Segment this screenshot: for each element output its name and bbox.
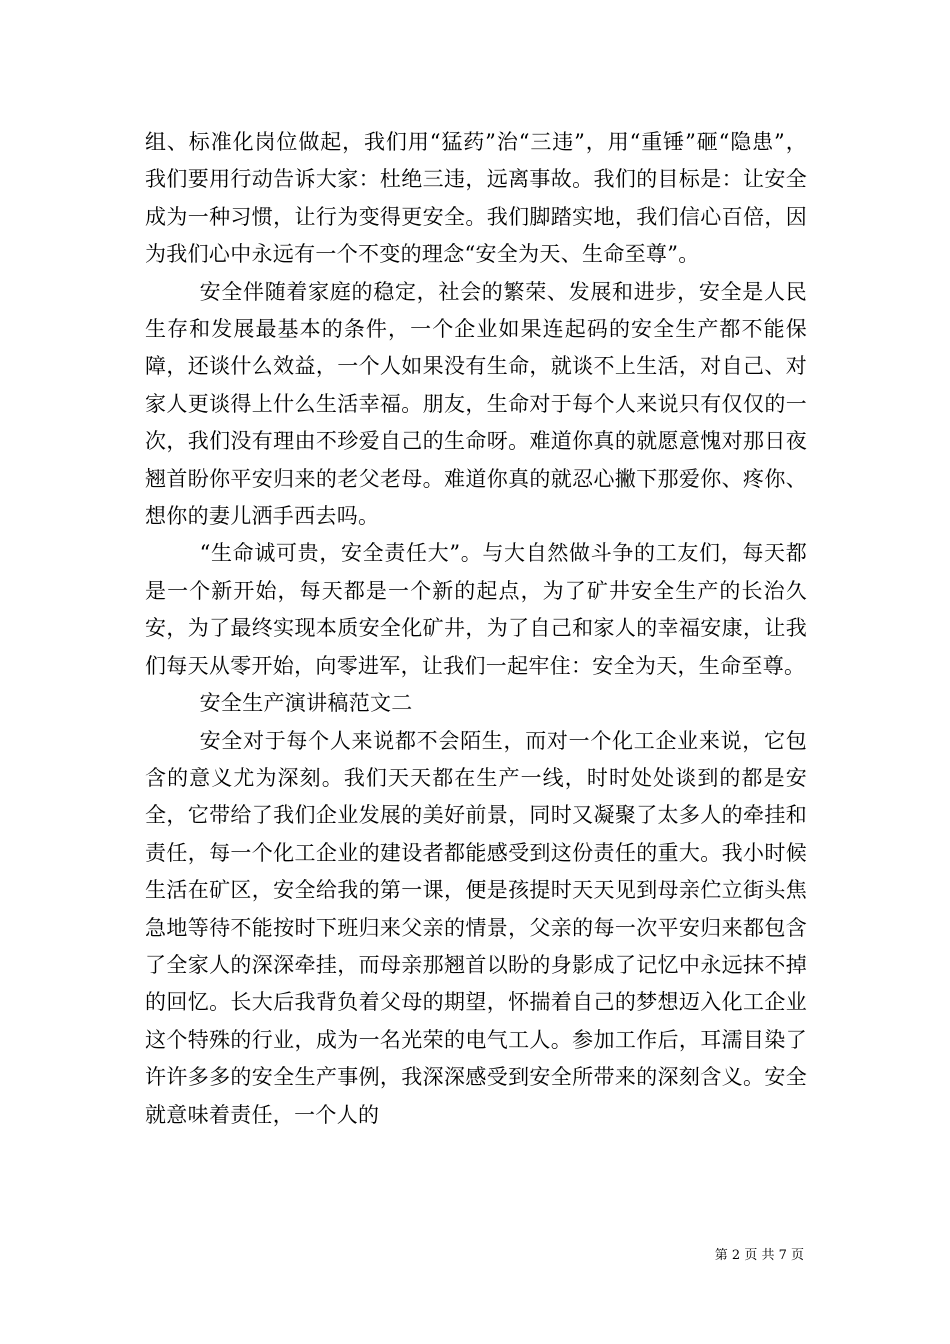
page-number-footer: 第 2 页 共 7 页 — [714, 1248, 804, 1263]
paragraph-life-precious: “生命诚可贵，安全责任大”。与大自然做斗争的工友们，每天都是一个新开始，每天都是一个新的起点，为了矿井安全生产的长治久安，为了最终实现本质安全化矿井，为了自己和家人的幸福安康，让我们每天从零开始，向零进军，让我们一起牢住：安全为天，生命至尊。 — [145, 541, 807, 678]
paragraph-safety-family: 安全伴随着家庭的稳定，社会的繁荣、发展和进步，安全是人民生存和发展最基本的条件，一个企业如果连起码的安全生产都不能保障，还谈什么效益，一个人如果没有生命，就谈不上生活，对自己、对家人更谈得上什么生活幸福。朋友，生命对于每个人来说只有仅仅的一次，我们没有理由不珍爱自己的生命呀。难道你真的就愿意愧对那日夜翘首盼你平安归来的老父老母。难道你真的就忍心撇下那爱你、疼你、想你的妻儿洒手西去吗。 — [145, 279, 807, 529]
section-heading: 安全生产演讲稿范文二 — [199, 691, 413, 716]
paragraph-chemical-enterprise: 安全对于每个人来说都不会陌生，而对一个化工企业来说，它包含的意义尤为深刻。我们天天都在生产一线，时时处处谈到的都是安全，它带给了我们企业发展的美好前景，同时又凝聚了太多人的牵挂和责任，每一个化工企业的建设者都能感受到这份责任的重大。我小时候生活在矿区，安全给我的第一课，便是孩提时天天见到母亲伫立街头焦急地等待不能按时下班归来父亲的情景，父亲的每一次平安归来都包含了全家人的深深牵挂，而母亲那翘首以盼的身影成了记忆中永远抹不掉的回忆。长大后我背负着父母的期望，怀揣着自己的梦想迈入化工企业这个特殊的行业，成为一名光荣的电气工人。参加工作后，耳濡目染了许许多多的安全生产事例，我深深感受到安全所带来的深刻含义。安全就意味着责任，一个人的 — [145, 728, 807, 1127]
document-body — [145, 124, 807, 1134]
paragraph-continuation: 组、标准化岗位做起，我们用“猛药”治“三违”，用“重锤”砸“隐患”，我们要用行动告诉大家：杜绝三违，远离事故。我们的目标是：让安全成为一种习惯，让行为变得更安全。我们脚踏实地，我们信心百倍，因为我们心中永远有一个不变的理念“安全为天、生命至尊”。 — [145, 130, 807, 267]
